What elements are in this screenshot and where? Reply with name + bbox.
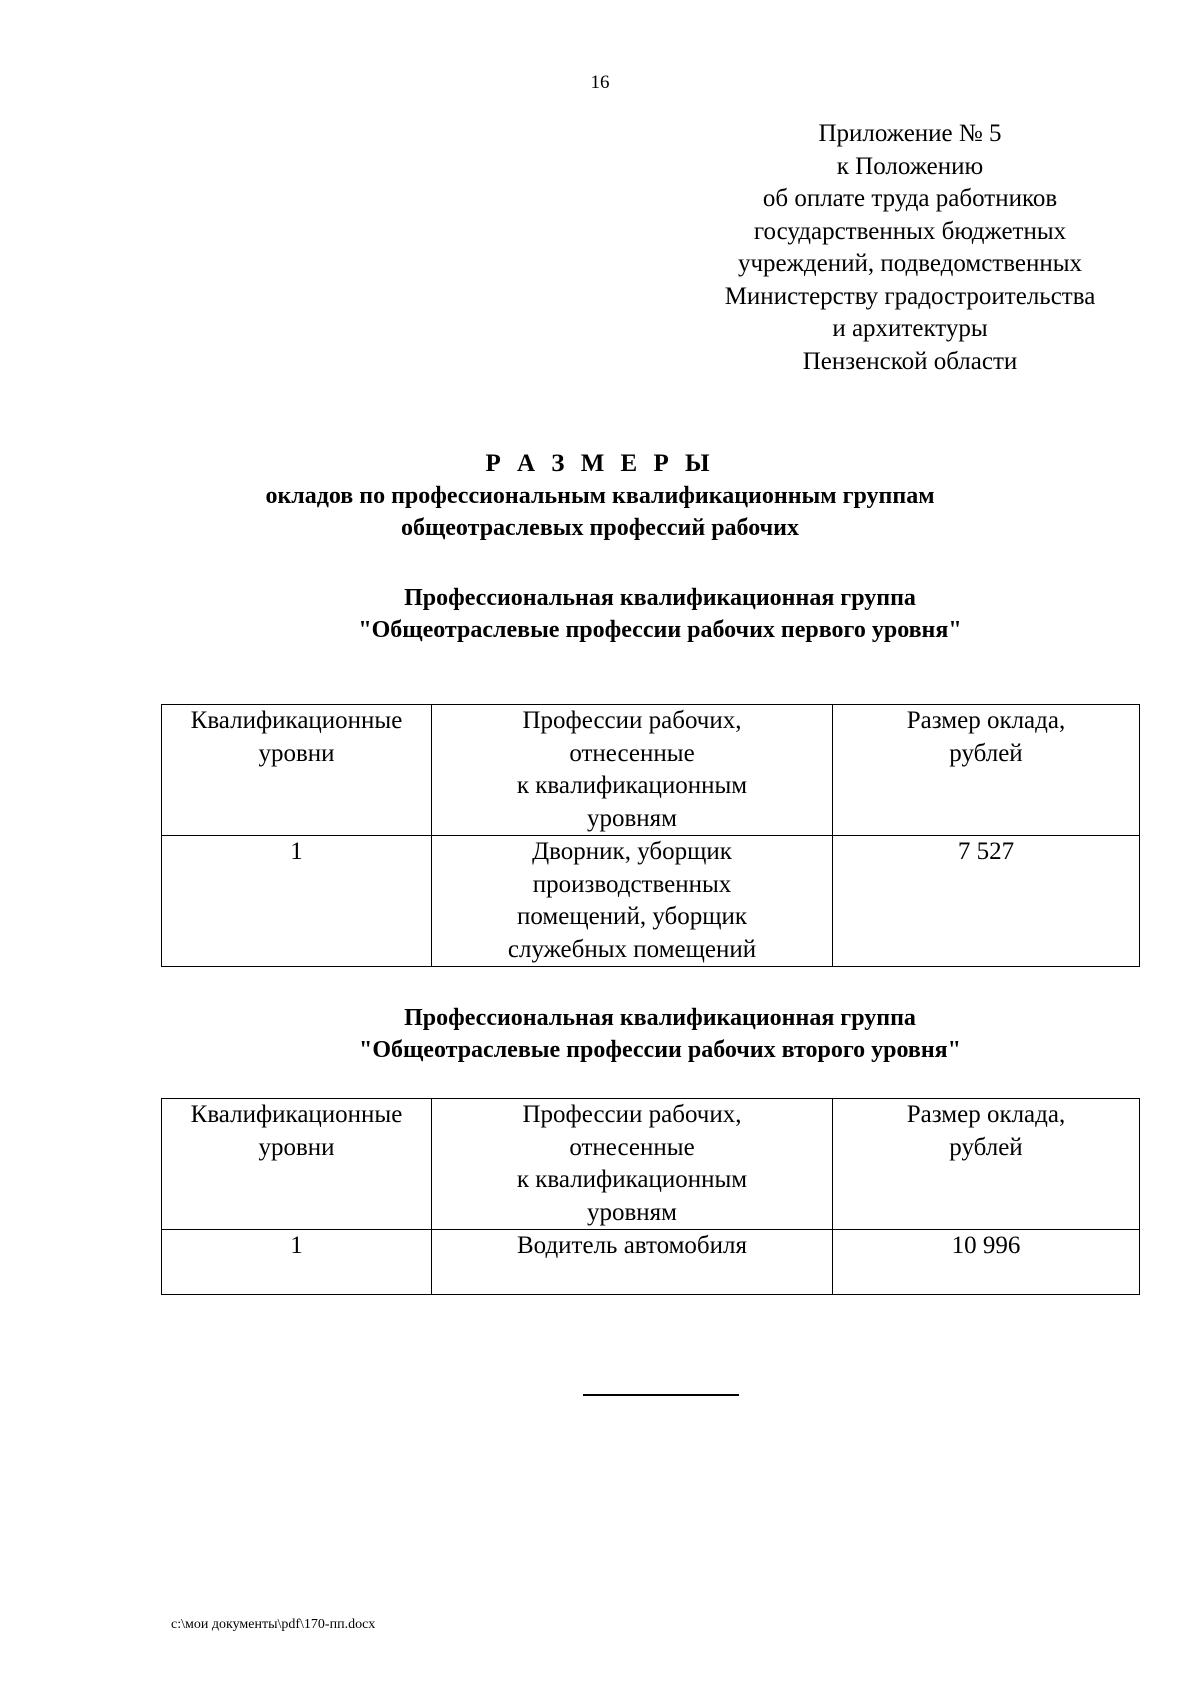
group-heading-second-level (0, 1002, 1200, 1066)
column-header-salary: Размер оклада, рублей (833, 705, 1140, 836)
column-header-levels: Квалификационные уровни (162, 705, 432, 836)
column-header-professions: Профессии рабочих, отнесенные к квалификационным уровням (432, 705, 833, 836)
title-line: общеотраслевых профессий рабочих (401, 515, 799, 541)
appendix-line: об оплате труда работников (762, 185, 1058, 212)
appendix-line: Пензенской области (802, 347, 1018, 375)
appendix-line: и архитектуры (832, 315, 988, 342)
end-divider (583, 1394, 739, 1396)
file-path: c:\мои документы\pdf\170-пп.docx (171, 1617, 376, 1632)
cell-professions: Дворник, уборщик производственных помещений, уборщик служебных помещений (432, 836, 833, 967)
group-heading-line: "Общеотраслевые профессии рабочих первого уровня" (358, 617, 962, 643)
cell-salary: 10 996 (833, 1230, 1140, 1295)
table-header-row (162, 1099, 1140, 1230)
title-line: окладов по профессиональным квалификационным группам (265, 483, 935, 509)
appendix-reference (700, 118, 1120, 378)
column-header-salary: Размер оклада, рублей (833, 1099, 1140, 1230)
cell-level: 1 (162, 836, 432, 967)
appendix-line: Министерству градостроительства (724, 282, 1096, 310)
salary-table-first-level (161, 704, 1140, 967)
table-row (162, 1230, 1140, 1295)
appendix-line: Приложение № 5 (818, 120, 1002, 147)
cell-professions: Водитель автомобиля (432, 1230, 833, 1295)
cell-salary: 7 527 (833, 836, 1140, 967)
cell-level: 1 (162, 1230, 432, 1295)
group-heading-line: "Общеотраслевые профессии рабочих второго уровня" (359, 1037, 961, 1063)
table-row (162, 836, 1140, 967)
table-header-row (162, 705, 1140, 836)
appendix-line: учреждений, подведомственных (737, 250, 1083, 277)
document-title (0, 448, 1200, 544)
group-heading-line: Профессиональная квалификационная группа (404, 585, 916, 611)
appendix-line: к Положению (836, 152, 984, 180)
page-number: 16 (590, 72, 610, 93)
group-heading-line: Профессиональная квалификационная группа (404, 1005, 916, 1031)
appendix-line: государственных бюджетных (753, 217, 1067, 245)
column-header-levels: Квалификационные уровни (162, 1099, 432, 1230)
group-heading-first-level (0, 582, 1200, 646)
column-header-professions: Профессии рабочих, отнесенные к квалификационным уровням (432, 1099, 833, 1230)
salary-table-second-level (161, 1098, 1140, 1295)
title-main: Р А З М Е Р Ы (485, 450, 715, 477)
